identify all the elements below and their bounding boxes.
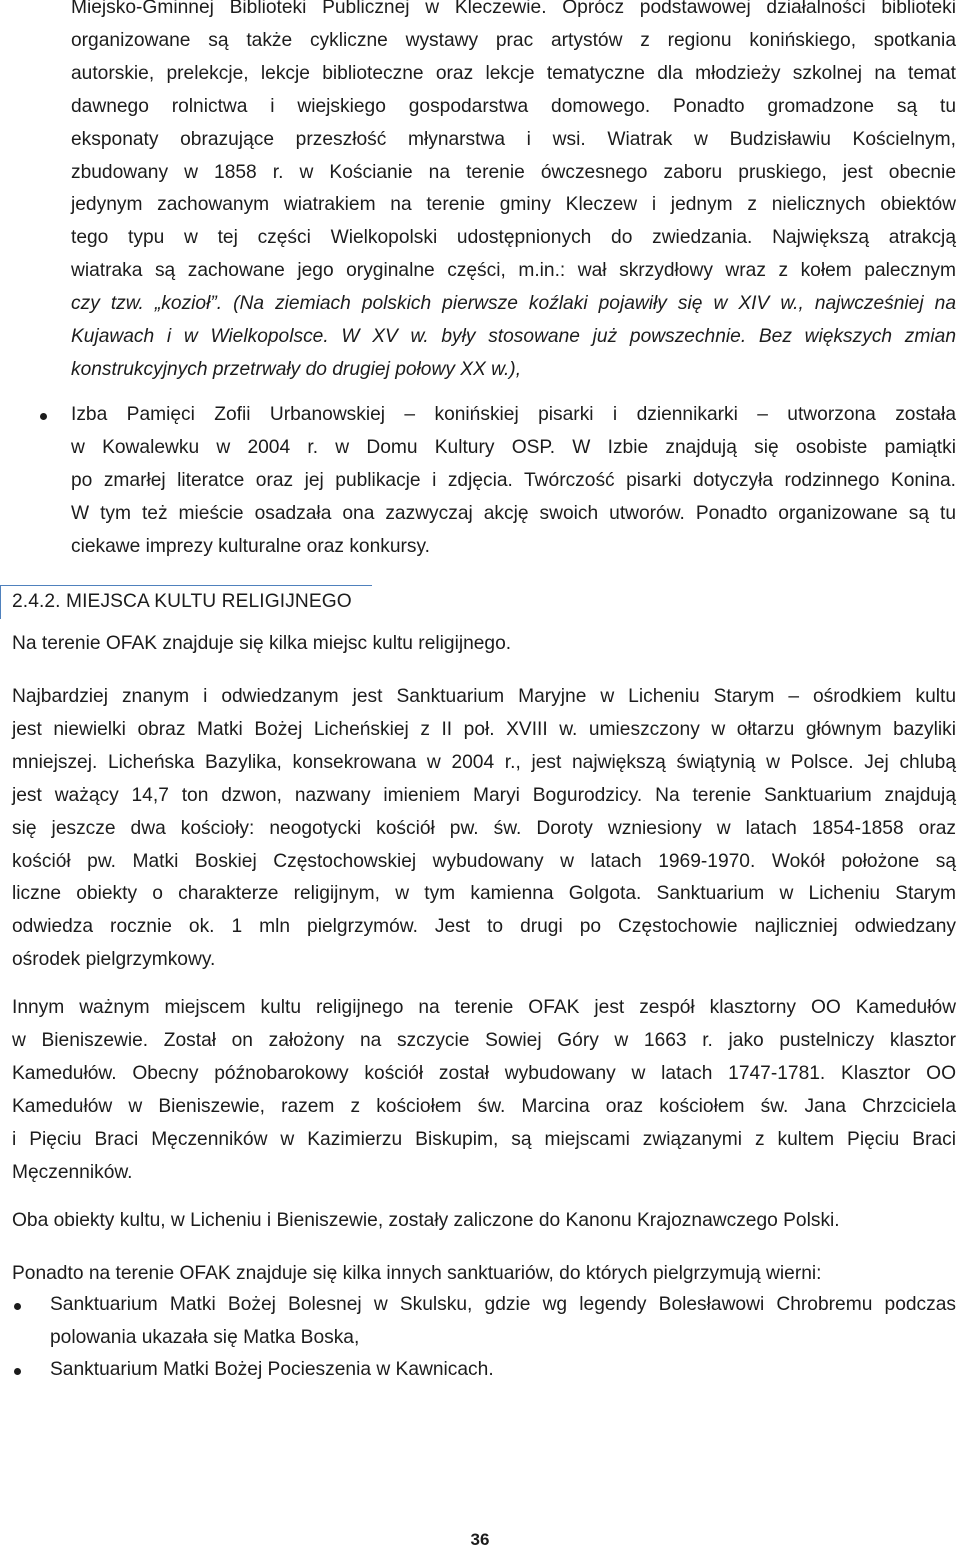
text-line: Sanktuarium Matki Bożej Bolesnej w Skulsku, gdzie wg legendy Bolesławowi Chrobremu podczas <box>50 1294 956 1315</box>
text-line: Najbardziej znanym i odwiedzanym jest Sanktuarium Maryjne w Licheniu Starym – ośrodkiem kultu <box>12 686 956 707</box>
text-line: W tym też mieście osadzała ona zazwyczaj akcję swoich utworów. Ponadto organizowane są tu <box>71 502 956 524</box>
text-line: autorskie, prelekcje, lekcje biblioteczne oraz lekcje tematyczne dla młodzieży szkolnej na temat <box>71 62 956 84</box>
text-line: Sanktuarium Matki Bożej Pocieszenia w Kawnicach. <box>50 1359 494 1380</box>
heading-rule-vertical <box>0 585 1 619</box>
text-line: Kamedułów w Bieniszewie, razem z kościołem św. Marcina oraz kościołem św. Jana Chrzciciela <box>12 1095 956 1117</box>
bullet-icon <box>40 413 47 420</box>
text-line: Kujawach i w Wielkopolsce. W XV w. były stosowane już powszechnie. Bez większych zmian <box>71 326 956 348</box>
text-line: kościół pw. Matki Boskiej Częstochowskiej wybudowany w latach 1969-1970. Wokół położone są <box>12 850 956 872</box>
text-line: jest niewielki obraz Matki Bożej Licheńskiej z II poł. XVIII w. umieszczony w ołtarzu głównym bazyliki <box>12 718 956 740</box>
intro-paragraph <box>71 0 956 387</box>
text-line: polowania ukazała się Matka Boska, <box>50 1326 360 1348</box>
text-line: czy tzw. „kozioł”. (Na ziemiach polskich pierwsze koźlaki pojawiły się w XIV w., najwcześniej na <box>71 293 956 315</box>
heading-rule <box>0 585 372 586</box>
text-line: tego typu w tej części Wielkopolski udostępnionych do zwiedzania. Największą atrakcją <box>71 227 956 249</box>
text-line: w Kowalewku w 2004 r. w Domu Kultury OSP. W Izbie znajdują się osobiste pamiątki <box>71 436 956 458</box>
text-line: ciekawe imprezy kulturalne oraz konkursy. <box>71 535 431 557</box>
text-line: mniejszej. Licheńska Bazylika, konsekrowana w 2004 r., jest największą świątynią w Polsce. Jej chlubą <box>12 751 956 773</box>
sanktuaria-intro <box>12 1258 956 1291</box>
bieniszew-paragraph <box>12 992 956 1189</box>
section-heading <box>0 585 960 625</box>
list-item <box>50 1354 956 1387</box>
text-line: Miejsko-Gminnej Biblioteki Publicznej w Kleczewie. Oprócz podstawowej działalności biblioteki <box>71 0 956 18</box>
text-line: Oba obiekty kultu, w Licheniu i Bieniszewie, zostały zaliczone do Kanonu Krajoznawczego Polski. <box>12 1210 840 1231</box>
text-line: Izba Pamięci Zofii Urbanowskiej – konińskiej pisarki i dziennikarki – utworzona została <box>71 404 956 425</box>
text-line: Kamedułów. Obecny późnobarokowy kościół został wybudowany w latach 1747-1781. Klasztor OO <box>12 1062 956 1084</box>
text-line: liczne obiekty o charakterze religijnym, w tym kamienna Golgota. Sanktuarium w Licheniu Starym <box>12 883 956 905</box>
text-line: po zmarłej literatce oraz jej publikacje i zdjęcia. Twórczość pisarki dotyczyła rodzinnego Konina. <box>71 469 956 491</box>
text-line: wiatraka są zachowane jego oryginalne części, m.in.: wał skrzydłowy wraz z kołem palecznym <box>71 260 956 282</box>
bullet-icon <box>14 1303 21 1310</box>
text-line: dawnego rolnictwa i wiejskiego gospodarstwa domowego. Ponadto gromadzone są tu <box>71 95 956 117</box>
text-line: Męczenników. <box>12 1161 133 1183</box>
lichen-paragraph <box>12 681 956 977</box>
text-line: organizowane są także cykliczne wystawy prac artystów z regionu konińskiego, spotkania <box>71 29 956 51</box>
text-line: się jeszcze dwa kościoły: neogotycki kościół pw. św. Doroty wzniesiony w latach 1854-1858 oraz <box>12 817 956 839</box>
text-line: Ponadto na terenie OFAK znajduje się kilka innych sanktuariów, do których pielgrzymują wierni: <box>12 1263 822 1284</box>
text-line: w Bieniszewie. Został on założony na szczycie Sowiej Góry w 1663 r. jako pustelniczy klasztor <box>12 1029 956 1051</box>
text-line: konstrukcyjnych przetrwały do drugiej połowy XX w.), <box>71 358 522 380</box>
page-number: 36 <box>470 1530 490 1549</box>
list-item <box>50 1289 956 1355</box>
text-line: jest ważący 14,7 ton dzwon, nazwany imieniem Maryi Bogurodzicy. Na terenie Sanktuarium znajdują <box>12 784 956 806</box>
text-line: odwiedza rocznie ok. 1 mln pielgrzymów. Jest to drugi po Częstochowie najliczniej odwiedzany <box>12 916 956 938</box>
section-intro <box>12 628 956 661</box>
izba-paragraph <box>71 399 956 564</box>
text-line: eksponaty obrazujące przeszłość młynarstwa i wsi. Wiatrak w Budzisławiu Kościelnym, <box>71 128 956 150</box>
text-line: i Pięciu Braci Męczenników w Kazimierzu Biskupim, są miejscami związanymi z kultem Pięciu Braci <box>12 1128 956 1150</box>
text-line: Na terenie OFAK znajduje się kilka miejsc kultu religijnego. <box>12 633 512 654</box>
text-line: Innym ważnym miejscem kultu religijnego na terenie OFAK jest zespół klasztorny OO Kamedułów <box>12 997 956 1018</box>
text-line: zbudowany w 1858 r. w Kościanie na terenie ówczesnego zaboru pruskiego, jest obecnie <box>71 161 956 183</box>
bullet-icon <box>14 1368 21 1375</box>
text-line: jedynym zachowanym wiatrakiem na terenie gminy Kleczew i jednym z nielicznych obiektów <box>71 194 956 216</box>
text-line: ośrodek pielgrzymkowy. <box>12 949 216 971</box>
section-heading-title: 2.4.2. MIEJSCA KULTU RELIGIJNEGO <box>12 591 352 612</box>
kanon-paragraph <box>12 1205 956 1238</box>
